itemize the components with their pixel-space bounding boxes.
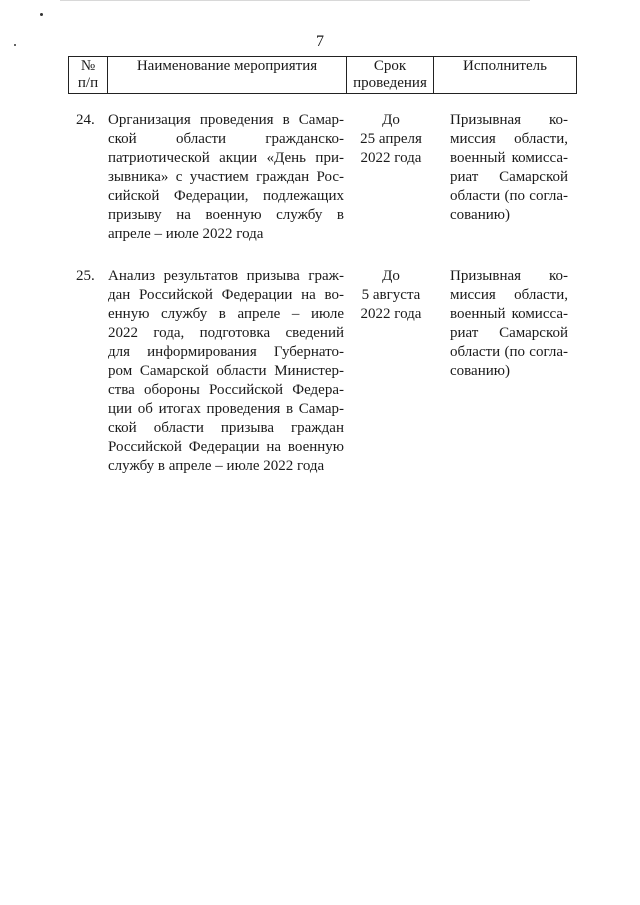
table-body: [76, 111, 576, 499]
row-number: 24.: [76, 112, 95, 128]
row-name-line: для информирования Губернато-: [108, 344, 344, 360]
row-executor-line: военный комисса-: [450, 150, 568, 166]
row-name-line: дан Российской Федерации на во-: [108, 287, 344, 303]
header-name-cell: Наименование мероприятия: [108, 57, 347, 94]
row-name-line: апреле – июле 2022 года: [108, 226, 264, 242]
row-executor-line: Призывная ко-: [450, 268, 568, 284]
row-executor-line: военный комисса-: [450, 306, 568, 322]
header-executor-cell: Исполнитель: [434, 57, 577, 94]
table-row: [76, 267, 576, 476]
table-row: [76, 111, 576, 244]
header-number-cell: [69, 57, 108, 94]
row-name: [108, 111, 344, 244]
row-name-line: Организация проведения в Самар-: [108, 112, 344, 128]
row-name-line: ской области призыва граждан: [108, 420, 344, 436]
row-date-line: 5 августа: [361, 287, 421, 303]
row-date-line: 2022 года: [360, 306, 422, 322]
row-name-line: призыву на военную службу в: [108, 207, 344, 223]
row-name-line: Анализ результатов призыва граж-: [108, 268, 344, 284]
row-date-line: До: [382, 268, 400, 284]
row-name-line: Российской Федерации на военную: [108, 439, 344, 455]
row-name-line: ции об итогах проведения в Самар-: [108, 401, 344, 417]
row-executor: [450, 267, 568, 381]
row-name: [108, 267, 344, 476]
scan-top-border: [60, 0, 530, 1]
row-number: 25.: [76, 268, 95, 284]
header-date-line2: проведения: [353, 75, 427, 91]
row-executor-line: Призывная ко-: [450, 112, 568, 128]
row-name-line: ской области гражданско-: [108, 131, 344, 147]
row-executor-line: сованию): [450, 363, 510, 379]
scan-speck: [40, 13, 43, 16]
row-date: [344, 267, 438, 324]
row-executor-line: области (по согла-: [450, 188, 568, 204]
row-name-line: сийской Федерации, подлежащих: [108, 188, 344, 204]
row-name-line: ром Самарской области Министер-: [108, 363, 344, 379]
header-date-line1: Срок: [373, 58, 407, 74]
row-executor-line: области (по согла-: [450, 344, 568, 360]
row-name-line: енную службу в апреле – июле: [108, 306, 344, 322]
row-name-line: ства обороны Российской Федера-: [108, 382, 344, 398]
row-executor-line: миссия области,: [450, 131, 568, 147]
row-date: [344, 111, 438, 168]
row-name-line: зывника» с участием граждан Рос-: [108, 169, 344, 185]
row-executor-line: сованию): [450, 207, 510, 223]
page-number: 7: [316, 33, 324, 50]
row-date-line: 25 апреля: [360, 131, 422, 147]
header-date-cell: [347, 57, 434, 94]
row-name-line: патриотической акции «День при-: [108, 150, 344, 166]
row-executor: [450, 111, 568, 225]
row-name-line: службу в апреле – июле 2022 года: [108, 458, 325, 474]
row-executor-line: риат Самарской: [450, 325, 568, 341]
header-number-abbrev: п/п: [77, 75, 99, 91]
header-number-sign: №: [80, 58, 96, 74]
row-executor-line: риат Самарской: [450, 169, 568, 185]
row-date-line: 2022 года: [360, 150, 422, 166]
row-executor-line: миссия области,: [450, 287, 568, 303]
row-name-line: 2022 года, подготовка сведений: [108, 325, 344, 341]
table-header: [68, 56, 577, 94]
row-date-line: До: [382, 112, 400, 128]
